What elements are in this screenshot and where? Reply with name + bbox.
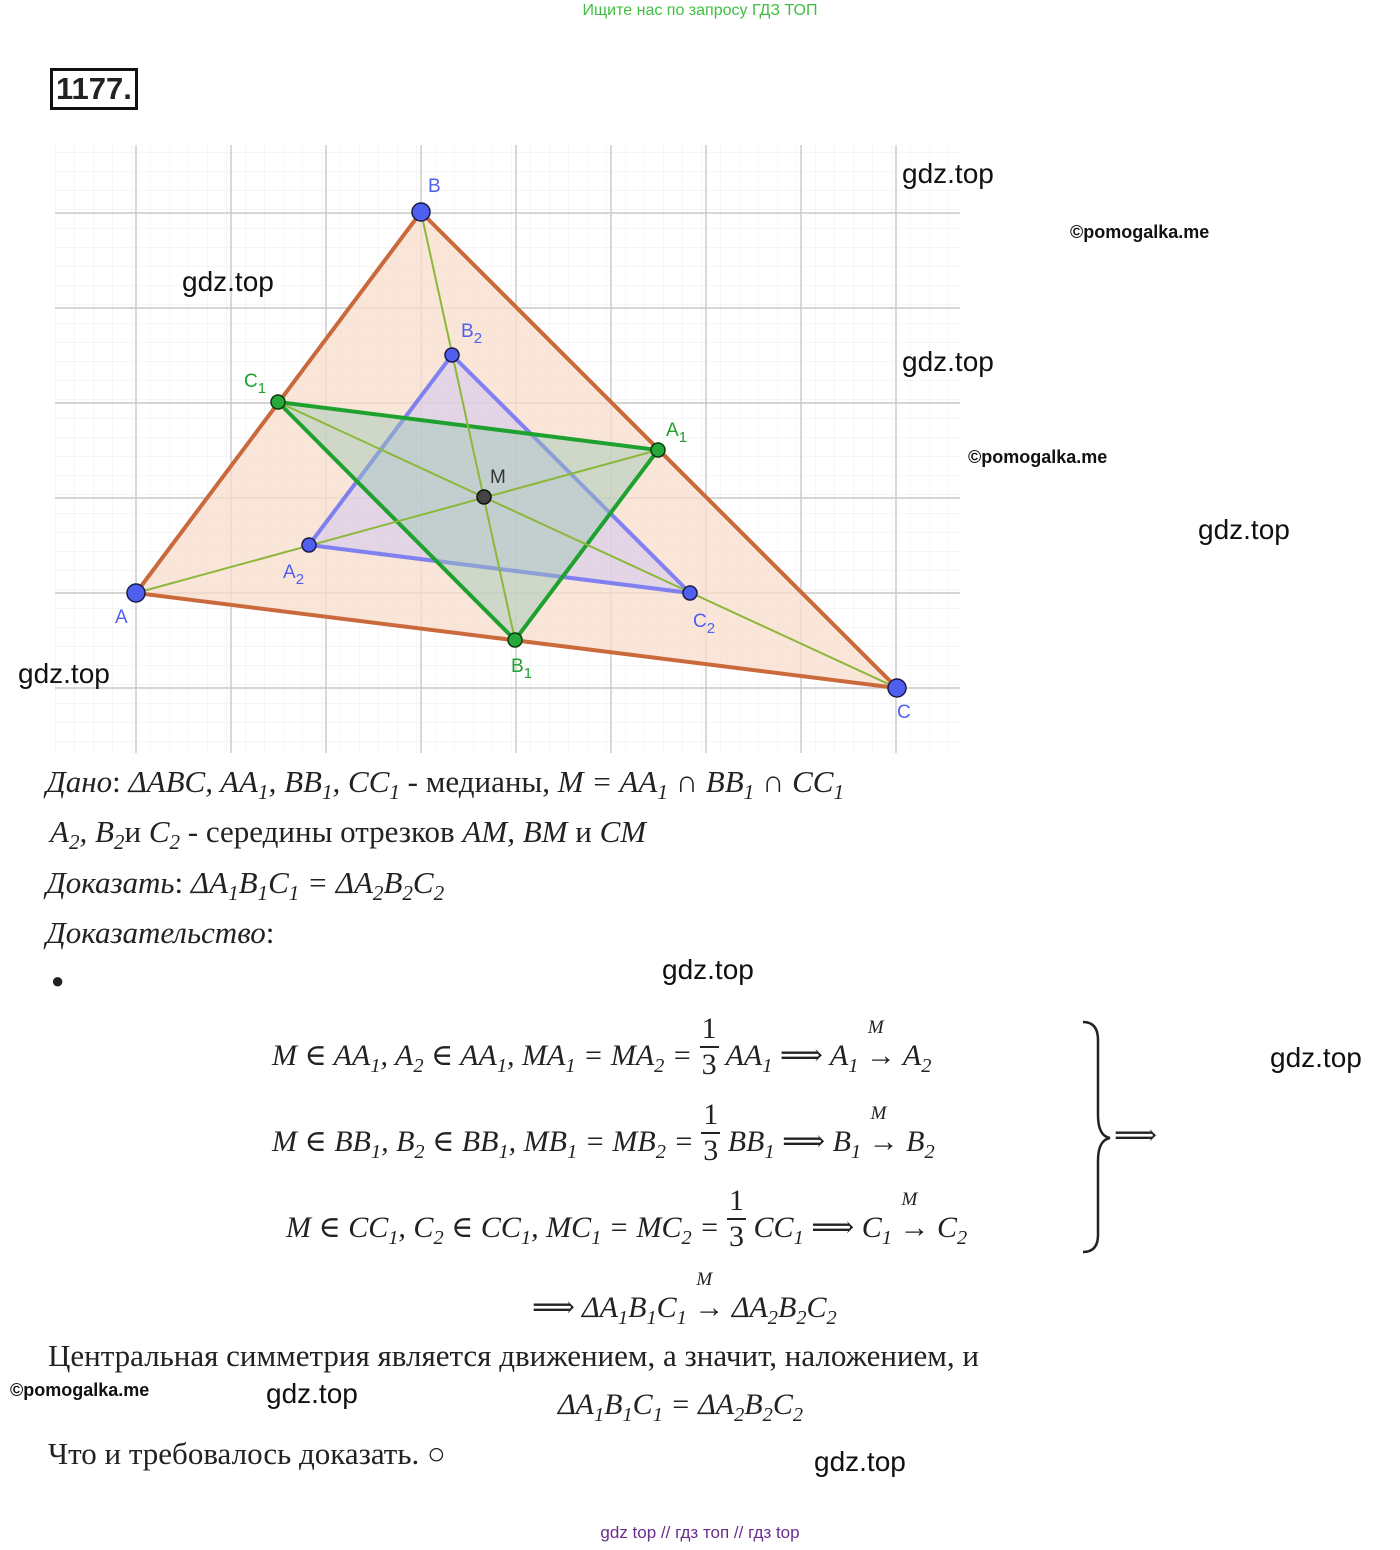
conclusion-equality: $\Delta A_1B_1C_1 = \Delta A_2B_2C_2$	[558, 1388, 804, 1426]
given-line: Дано: ΔABC, $AA_1$, $BB_1$, $CC_1$ - медианы, $M = AA_1$ ∩ $BB_1$ ∩ $CC_1$	[46, 764, 844, 805]
watermark-copyright: ©pomogalka.me	[10, 1380, 150, 1400]
watermark-copyright: ©pomogalka.me	[968, 447, 1108, 467]
point-a2	[302, 538, 316, 552]
proof-row-c: M ∈ $CC_1$, $C_2$ ∈ $CC_1$, $MC_1 = MC_2$ = $\frac{1}{3}$ $CC_1$ ⟹ $C_1$ M → $C_2$	[286, 1184, 968, 1253]
qed-line: Что и требовалось доказать. ○	[48, 1436, 446, 1471]
watermark-gdz: gdz.top	[1198, 514, 1290, 545]
watermark-gdz: gdz.top	[902, 346, 994, 377]
label-c1: $C_1$	[244, 371, 267, 397]
given-label: Дано	[46, 764, 113, 799]
label-c: C	[897, 702, 911, 723]
proof-row-a: M ∈ $AA_1$, $A_2$ ∈ $AA_1$, $MA_1 = MA_2$ = $\frac{1}{3}$ $AA_1$ ⟹ $A_1$ M → $A_2$	[272, 1012, 932, 1081]
watermark-gdz: gdz.top	[266, 1378, 358, 1409]
watermark-copyright: ©pomogalka.me	[1070, 222, 1210, 242]
proof-row-b: M ∈ $BB_1$, $B_2$ ∈ $BB_1$, $MB_1 = MB_2$ = $\frac{1}{3}$ $BB_1$ ⟹ $B_1$ M → $B_2$	[272, 1098, 935, 1167]
watermark-gdz: gdz.top	[902, 158, 994, 189]
problem-number: 1177.	[50, 68, 138, 110]
label-a2: $A_2$	[283, 562, 305, 588]
watermark-gdz: gdz.top	[662, 954, 754, 985]
medians-text: - медианы,	[407, 764, 551, 799]
proof-symmetry-row: ⟹ $\Delta A_1B_1C_1$ M → $\Delta A_2B_2C_2$	[532, 1269, 837, 1329]
top-banner: Ищите нас по запросу ГДЗ ТОП	[582, 2, 818, 19]
label-a: A	[115, 607, 128, 628]
label-b1: $B_1$	[511, 656, 533, 682]
conclusion-text: Центральная симметрия является движением, а значит, наложением, и	[48, 1338, 980, 1373]
watermark-gdz: gdz.top	[182, 266, 274, 297]
point-m	[477, 490, 491, 504]
prove-line: Доказать: $\Delta A_1B_1C_1 = \Delta A_2B_2C_2$	[46, 865, 445, 906]
point-c	[888, 679, 906, 697]
proof-label: Доказательство	[46, 915, 266, 950]
point-c1	[271, 395, 285, 409]
point-b	[412, 203, 430, 221]
point-c2	[683, 586, 697, 600]
point-a1	[651, 443, 665, 457]
point-b2	[445, 348, 459, 362]
watermark-gdz: gdz.top	[18, 658, 110, 689]
label-c2: $C_2$	[693, 611, 716, 637]
point-b1	[508, 633, 522, 647]
label-b2: $B_2$	[461, 321, 483, 347]
implies-arrow: ⟹	[1114, 1119, 1158, 1152]
label-b: B	[428, 176, 441, 197]
prove-label: Доказать	[46, 865, 175, 900]
watermark-gdz: gdz.top	[1270, 1042, 1362, 1073]
watermark-gdz: gdz.top	[814, 1446, 906, 1477]
point-a	[127, 584, 145, 602]
bullet: ●	[51, 968, 65, 993]
proof-label-line: Доказательство:	[46, 915, 275, 950]
right-brace	[1083, 1022, 1110, 1252]
given-line-2: $A_2$, $B_2и$ $C_2$ - середины отрезков AM, BM и CM	[50, 814, 647, 855]
bottom-banner: gdz top // гдз топ // гдз top	[600, 1523, 800, 1542]
label-m: M	[490, 467, 506, 488]
label-a1: $A_1$	[666, 420, 688, 446]
